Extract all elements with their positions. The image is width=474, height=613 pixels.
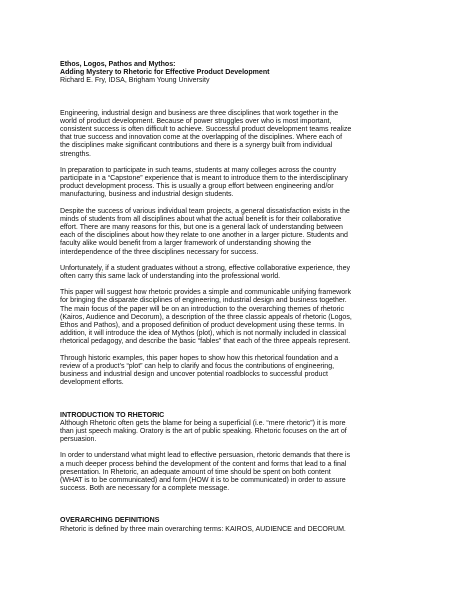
text-line: that true success and innovation come at the overlapping of the disciplines. Where each of bbox=[60, 134, 343, 142]
paragraph-intro bbox=[60, 110, 422, 159]
document-header bbox=[60, 61, 422, 86]
paragraph-rhetoric-blame bbox=[60, 420, 422, 445]
document-subtitle: Adding Mystery to Rhetoric for Effective Product Development bbox=[60, 69, 270, 77]
text-line: business and industrial design and uncover potential roadblocks to successful product bbox=[60, 371, 328, 379]
text-line: Engineering, industrial design and business are three disciplines that work together in the bbox=[60, 109, 339, 117]
text-line: Ethos and Pathos), and a proposed definition of product development using these terms. In bbox=[60, 322, 345, 330]
paragraph-capstone bbox=[60, 167, 422, 200]
text-line: addition, it will introduce the idea of Mythos (plot), which is not normally included in classical bbox=[60, 330, 346, 338]
text-line: effort. There are many reasons for this, but one is a general lack of understanding between bbox=[60, 224, 343, 232]
paragraph-framework bbox=[60, 289, 422, 346]
text-line: Unfortunately, if a student graduates without a strong, effective collaborative experience, they bbox=[60, 264, 351, 272]
text-line: In order to understand what might lead to effective persuasion, rhetoric demands that there is bbox=[60, 452, 351, 460]
section-overarching-definitions bbox=[60, 517, 422, 533]
text-line: world of product development. Because of power struggles over who is most important, bbox=[60, 117, 332, 125]
text-line: a much deeper process behind the development of the content and forms that lead to a final bbox=[60, 460, 347, 468]
author-line: Richard E. Fry, IDSA, Brigham Young University bbox=[60, 77, 210, 85]
section-introduction-to-rhetoric bbox=[60, 412, 422, 494]
text-line: strengths. bbox=[60, 150, 91, 158]
paragraph-dissatisfaction bbox=[60, 208, 422, 257]
text-line: Rhetoric is defined by three main overarching terms: KAIROS, AUDIENCE and DECORUM. bbox=[60, 525, 346, 533]
text-line: presentation. In Rhetoric, an adequate amount of time should be spent on both content bbox=[60, 468, 331, 476]
document-title: Ethos, Logos, Pathos and Mythos: bbox=[60, 61, 176, 68]
text-line: product development process. This is usually a group effort between engineering and/or bbox=[60, 183, 334, 191]
paragraph-historic bbox=[60, 355, 422, 388]
text-line: persuasion. bbox=[60, 436, 97, 444]
text-line: faculty alike would benefit from a larger framework of understanding showing the bbox=[60, 240, 312, 248]
text-line: minds of students from all disciplines about what the actual benefit is for their collaborative bbox=[60, 215, 342, 223]
text-line: Although Rhetoric often gets the blame for being a superficial (i.e. “mere rhetoric”) it is more bbox=[60, 419, 346, 427]
text-line: Through historic examples, this paper hopes to show how this rhetorical foundation and a bbox=[60, 354, 339, 362]
text-line: development efforts. bbox=[60, 379, 124, 387]
text-line: This paper will suggest how rhetoric provides a simple and communicable unifying framework bbox=[60, 289, 352, 297]
text-line: (WHAT is to be communicated) and form (HOW it is to be communicated) in order to assure bbox=[60, 476, 346, 484]
text-line: participate in a “Capstone” experience that is meant to introduce them to the interdisciplinary bbox=[60, 175, 348, 183]
paragraph-unfortunately bbox=[60, 265, 422, 281]
text-line: the disciplines make significant contributions and there is a synergy built from individual bbox=[60, 142, 333, 150]
text-line: In preparation to participate in such teams, students at many colleges across the country bbox=[60, 166, 337, 174]
section-heading: INTRODUCTION TO RHETORIC bbox=[60, 411, 165, 419]
document-page bbox=[60, 61, 422, 534]
text-line: manufacturing, business and industrial design students. bbox=[60, 191, 234, 199]
text-line: The main focus of the paper will be on an introduction to the overarching themes of rhetoric bbox=[60, 305, 344, 313]
text-line: (Kairos, Audience and Decorum), a description of the three classic appeals of rhetoric (Logos, bbox=[60, 313, 352, 321]
text-line: consistent success is often difficult to achieve. Successful product development teams realize bbox=[60, 126, 352, 134]
paragraph-persuasion bbox=[60, 452, 422, 493]
text-line: interdependence of the three disciplines necessary for success. bbox=[60, 248, 259, 256]
text-line: each of the disciplines about how they relate to one another in a larger picture. Students and bbox=[60, 232, 348, 240]
text-line: often carry this same lack of understanding into the professional world. bbox=[60, 273, 281, 281]
text-line: rhetorical pedagogy, and describe the basic “fables” that each of the three appeals represent. bbox=[60, 338, 351, 346]
paragraph-overarching-terms bbox=[60, 526, 422, 534]
text-line: than just speech making. Oratory is the art of public speaking. Rhetoric focuses on the art of bbox=[60, 427, 347, 435]
section-heading: OVERARCHING DEFINITIONS bbox=[60, 517, 160, 525]
text-line: for bringing the disparate disciplines of engineering, industrial design and business together. bbox=[60, 297, 347, 305]
text-line: success. Both are necessary for a complete message. bbox=[60, 485, 230, 493]
text-line: Despite the success of various individual team projects, a general dissatisfaction exists in the bbox=[60, 207, 350, 215]
text-line: review of a product’s “plot” can help to clarify and focus the contributions of engineering, bbox=[60, 362, 335, 370]
